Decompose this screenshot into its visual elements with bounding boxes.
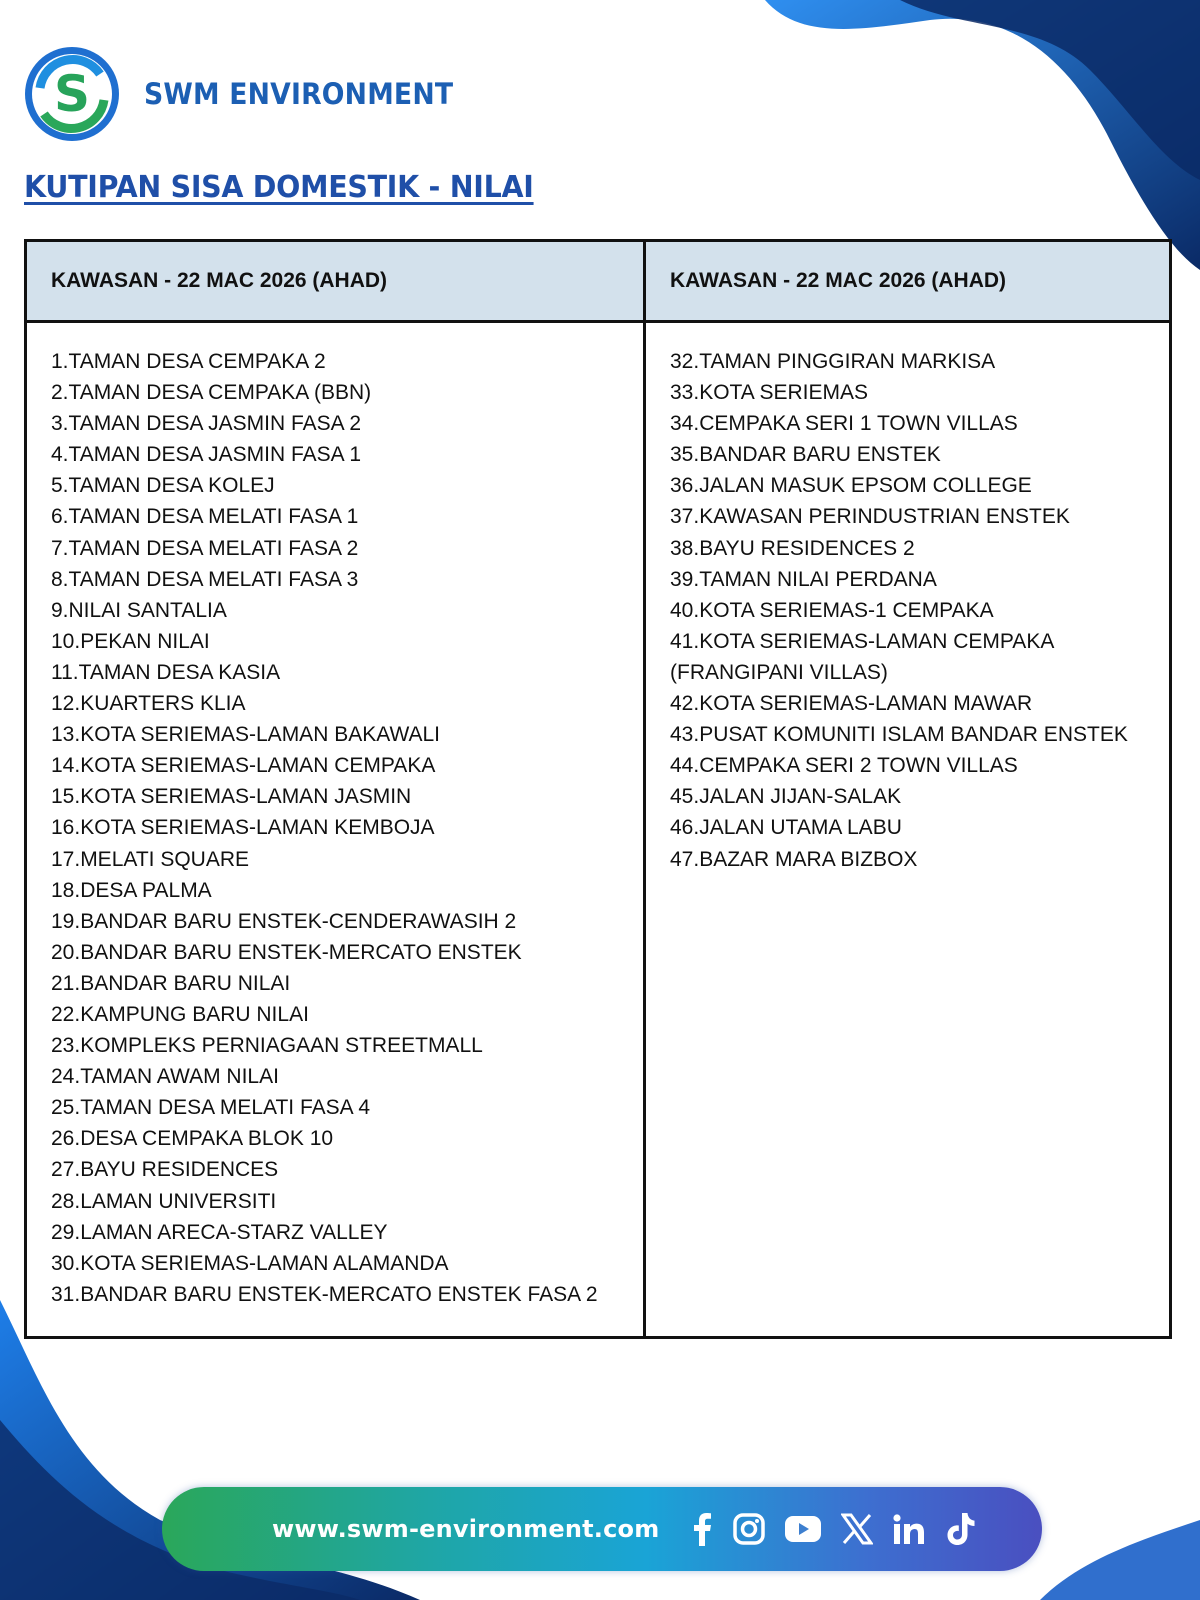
list-item: 43.PUSAT KOMUNITI ISLAM BANDAR ENSTEK bbox=[670, 723, 1128, 747]
list-item: 41.KOTA SERIEMAS-LAMAN CEMPAKA (FRANGIPANI VILLAS) bbox=[670, 629, 1054, 684]
brand-logo bbox=[22, 44, 480, 144]
website-link[interactable]: www.swm-environment.com bbox=[272, 1515, 660, 1543]
facebook-icon[interactable] bbox=[691, 1512, 713, 1546]
list-item: 34.CEMPAKA SERI 1 TOWN VILLAS bbox=[670, 412, 1018, 436]
list-item: 21.BANDAR BARU NILAI bbox=[51, 971, 291, 995]
list-item: 27.BAYU RESIDENCES bbox=[51, 1158, 279, 1182]
list-item: 30.KOTA SERIEMAS-LAMAN ALAMANDA bbox=[51, 1251, 449, 1275]
list-item: 42.KOTA SERIEMAS-LAMAN MAWAR bbox=[670, 692, 1033, 716]
youtube-icon[interactable] bbox=[785, 1516, 821, 1542]
tiktok-icon[interactable] bbox=[945, 1512, 975, 1546]
list-item: 39.TAMAN NILAI PERDANA bbox=[670, 567, 937, 591]
list-item: 13.KOTA SERIEMAS-LAMAN BAKAWALI bbox=[51, 723, 441, 747]
list-item: 24.TAMAN AWAM NILAI bbox=[51, 1065, 279, 1089]
list-item: 7.TAMAN DESA MELATI FASA 2 bbox=[51, 536, 359, 560]
list-item: 18.DESA PALMA bbox=[51, 878, 212, 902]
list-item: 40.KOTA SERIEMAS-1 CEMPAKA bbox=[670, 598, 994, 622]
bottom-right-wave bbox=[1040, 1520, 1200, 1600]
list-item: 3.TAMAN DESA JASMIN FASA 2 bbox=[51, 412, 362, 436]
area-list-right bbox=[646, 323, 1169, 875]
swm-logo-icon bbox=[22, 44, 122, 144]
table-column-left bbox=[27, 242, 646, 1336]
footer-bar bbox=[162, 1487, 1042, 1571]
list-item: 2.TAMAN DESA CEMPAKA (BBN) bbox=[51, 381, 372, 405]
list-item: 6.TAMAN DESA MELATI FASA 1 bbox=[51, 505, 359, 529]
list-item: 20.BANDAR BARU ENSTEK-MERCATO ENSTEK bbox=[51, 940, 522, 964]
list-item: 33.KOTA SERIEMAS bbox=[670, 381, 869, 405]
list-item: 25.TAMAN DESA MELATI FASA 4 bbox=[51, 1096, 370, 1120]
list-item: 9.NILAI SANTALIA bbox=[51, 598, 227, 622]
list-item: 16.KOTA SERIEMAS-LAMAN KEMBOJA bbox=[51, 816, 435, 840]
list-item: 44.CEMPAKA SERI 2 TOWN VILLAS bbox=[670, 754, 1018, 778]
list-item: 32.TAMAN PINGGIRAN MARKISA bbox=[670, 350, 996, 373]
list-item: 47.BAZAR MARA BIZBOX bbox=[670, 847, 918, 871]
list-item: 45.JALAN JIJAN-SALAK bbox=[670, 785, 902, 809]
list-item: 15.KOTA SERIEMAS-LAMAN JASMIN bbox=[51, 785, 412, 809]
list-item: 10.PEKAN NILAI bbox=[51, 629, 210, 653]
list-item: 37.KAWASAN PERINDUSTRIAN ENSTEK bbox=[670, 505, 1070, 529]
list-item: 46.JALAN UTAMA LABU bbox=[670, 816, 902, 840]
x-icon[interactable] bbox=[841, 1513, 873, 1545]
list-item: 12.KUARTERS KLIA bbox=[51, 692, 246, 716]
list-item: 19.BANDAR BARU ENSTEK-CENDERAWASIH 2 bbox=[51, 909, 517, 933]
list-item: 5.TAMAN DESA KOLEJ bbox=[51, 474, 275, 498]
list-item: 28.LAMAN UNIVERSITI bbox=[51, 1189, 277, 1213]
list-item: 35.BANDAR BARU ENSTEK bbox=[670, 443, 941, 467]
table-header-right: KAWASAN - 22 MAC 2026 (AHAD) bbox=[646, 242, 1169, 323]
list-item: 31.BANDAR BARU ENSTEK-MERCATO ENSTEK FASA 2 bbox=[51, 1282, 598, 1306]
list-item: 23.KOMPLEKS PERNIAGAAN STREETMALL bbox=[51, 1034, 483, 1058]
page-title: KUTIPAN SISA DOMESTIK - NILAI bbox=[24, 170, 534, 205]
linkedin-icon[interactable] bbox=[893, 1514, 925, 1544]
list-item: 8.TAMAN DESA MELATI FASA 3 bbox=[51, 567, 359, 591]
table-header-left: KAWASAN - 22 MAC 2026 (AHAD) bbox=[27, 242, 643, 323]
instagram-icon[interactable] bbox=[733, 1513, 765, 1545]
list-item: 36.JALAN MASUK EPSOM COLLEGE bbox=[670, 474, 1032, 498]
list-item: 1.TAMAN DESA CEMPAKA 2 bbox=[51, 350, 326, 373]
brand-name: SWM ENVIRONMENT bbox=[144, 77, 454, 111]
list-item: 4.TAMAN DESA JASMIN FASA 1 bbox=[51, 443, 362, 467]
list-item: 22.KAMPUNG BARU NILAI bbox=[51, 1002, 309, 1026]
list-item: 17.MELATI SQUARE bbox=[51, 847, 250, 871]
list-item: 26.DESA CEMPAKA BLOK 10 bbox=[51, 1127, 334, 1151]
svg-text:S: S bbox=[53, 65, 91, 123]
table-column-right bbox=[646, 242, 1169, 1336]
list-item: 29.LAMAN ARECA-STARZ VALLEY bbox=[51, 1220, 388, 1244]
social-icons bbox=[691, 1512, 995, 1546]
area-list-left bbox=[27, 323, 643, 1310]
list-item: 38.BAYU RESIDENCES 2 bbox=[670, 536, 915, 560]
area-schedule-table bbox=[24, 239, 1172, 1339]
list-item: 11.TAMAN DESA KASIA bbox=[51, 660, 281, 684]
list-item: 14.KOTA SERIEMAS-LAMAN CEMPAKA bbox=[51, 754, 436, 778]
